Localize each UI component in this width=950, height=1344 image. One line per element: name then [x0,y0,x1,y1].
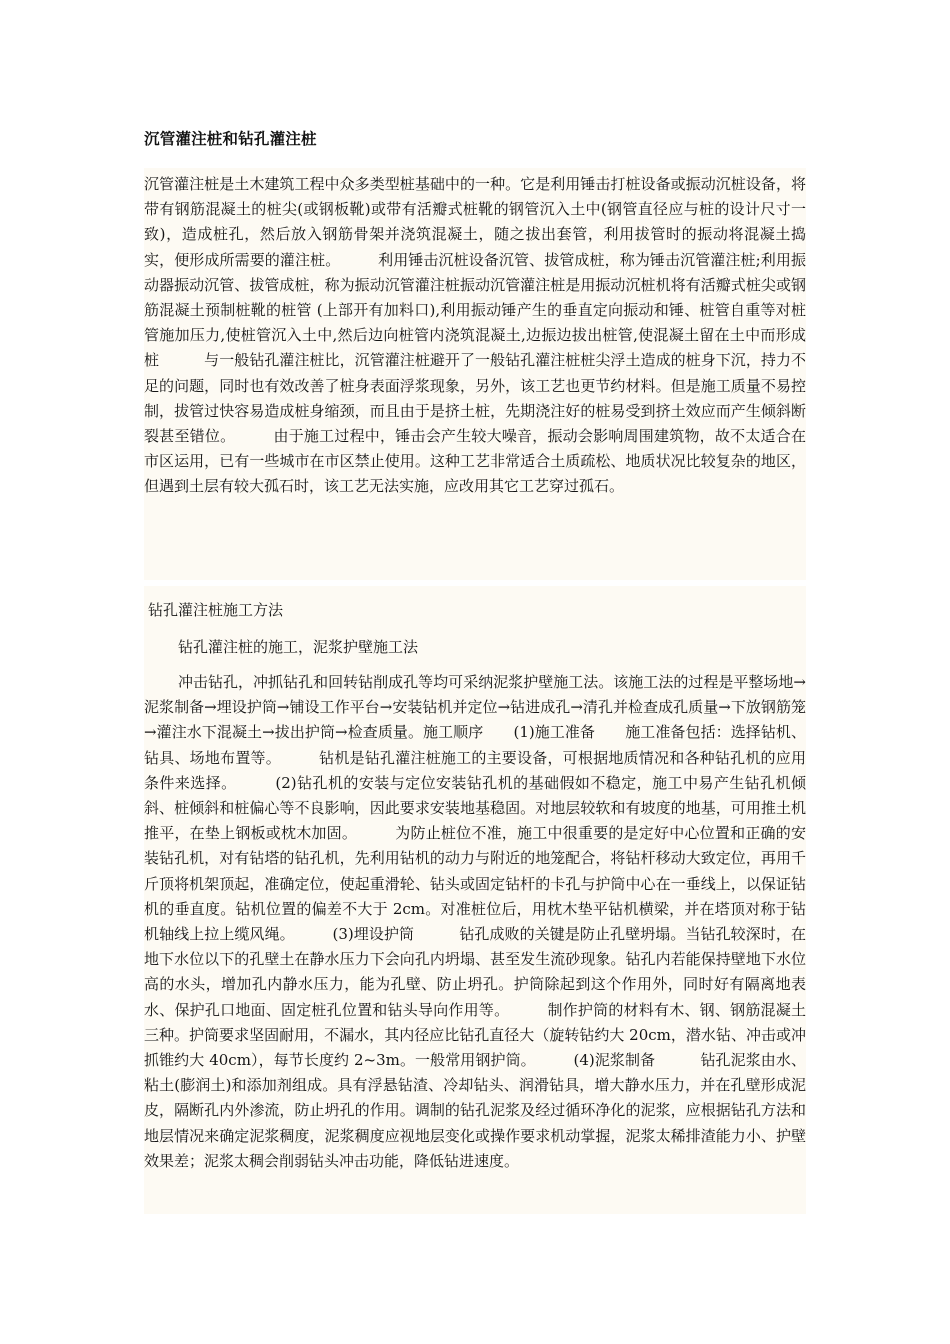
method-paragraph: 冲击钻孔，冲抓钻孔和回转钻削成孔等均可采纳泥浆护壁施工法。该施工法的过程是平整场地→泥浆制备→埋设护筒→铺设工作平台→安装钻机并定位→钻进成孔→清孔并检查成孔质量→下放钢筋笼→灌注水下混凝土→拔出护筒→检查质量。施工顺序 (1)施工准备 施工准备包括：选择钻机、钻具、场地布置等。 钻机是钻孔灌注桩施工的主要设备，可根据地质情况和各种钻孔机的应用条件来选择。 (2)钻孔机的安装与定位安装钻孔机的基础假如不稳定，施工中易产生钻孔机倾斜、桩倾斜和桩偏心等不良影响，因此要求安装地基稳固。对地层较软和有坡度的地基，可用推土机推平，在垫上钢板或枕木加固。 为防止桩位不准，施工中很重要的是定好中心位置和正确的安装钻孔机，对有钻塔的钻孔机，先利用钻机的动力与附近的地笼配合，将钻杆移动大致定位，再用千斤顶将机架顶起，准确定位，使起重滑轮、钻头或固定钻杆的卡孔与护筒中心在一垂线上，以保证钻机的垂直度。钻机位置的偏差不大于 2cm。对准桩位后，用枕木垫平钻机横梁，并在塔顶对称于钻机轴线上拉上缆风绳。 (3)埋设护筒 钻孔成败的关键是防止孔壁坍塌。当钻孔较深时，在地下水位以下的孔壁土在静水压力下会向孔内坍塌、甚至发生流砂现象。钻孔内若能保持壁地下水位高的水头，增加孔内静水压力，能为孔壁、防止坍孔。护筒除起到这个作用外，同时好有隔离地表水、保护孔口地面、固定桩孔位置和钻头导向作用等。 制作护筒的材料有木、钢、钢筋混凝土三种。护筒要求坚固耐用，不漏水，其内径应比钻孔直径大（旋转钻约大 20cm，潜水钻、冲击或冲抓锥约大 40cm），每节长度约 2~3m。一般常用钢护筒。 (4)泥浆制备 钻孔泥浆由水、粘土(膨润土)和添加剂组成。具有浮悬钻渣、冷却钻头、润滑钻具，增大静水压力，并在孔壁形成泥皮，隔断孔内外渗流，防止坍孔的作用。调制的钻孔泥浆及经过循环净化的泥浆，应根据钻孔方法和地层情况来确定泥浆稠度，泥浆稠度应视地层变化或操作要求机动掌握，泥浆太稀排渣能力小、护壁效果差；泥浆太稠会削弱钻头冲击功能，降低钻进速度。 [144,673,806,1170]
document-title: 沉管灌注桩和钻孔灌注桩 [144,130,317,148]
sub-heading: 钻孔灌注桩的施工，泥浆护壁施工法 [178,638,419,656]
intro-paragraph: 沉管灌注桩是土木建筑工程中众多类型桩基础中的一种。它是利用锤击打桩设备或振动沉桩设备，将带有钢筋混凝土的桩尖(或钢板靴)或带有活瓣式桩靴的钢管沉入土中(钢管直径应与桩的设计尺寸一致)，造成桩孔，然后放入钢筋骨架并浇筑混凝土，随之拔出套管，利用拔管时的振动将混凝土捣实，便形成所需要的灌注桩。 利用锤击沉桩设备沉管、拔管成桩，称为锤击沉管灌注桩;利用振动器振动沉管、拔管成桩，称为振动沉管灌注桩振动沉管灌注桩是用振动沉桩机将有活瓣式桩尖或钢筋混凝土预制桩靴的桩管 (上部开有加料口),利用振动锤产生的垂直定向振动和锤、桩管自重等对桩管施加压力,使桩管沉入土中,然后边向桩管内浇筑混凝土,边振边拔出桩管,使混凝土留在土中而形成桩 与一般钻孔灌注桩比，沉管灌注桩避开了一般钻孔灌注桩桩尖浮土造成的桩身下沉，持力不足的问题，同时也有效改善了桩身表面浮浆现象，另外，该工艺也更节约材料。但是施工质量不易控制，拔管过快容易造成桩身缩颈，而且由于是挤土桩，先期浇注好的桩易受到挤土效应而产生倾斜断裂甚至错位。 由于施工过程中，锤击会产生较大噪音，振动会影响周围建筑物，故不太适合在市区运用，已有一些城市在市区禁止使用。这种工艺非常适合土质疏松、地质状况比较复杂的地区，但遇到土层有较大孤石时，该工艺无法实施，应改用其它工艺穿过孤石。 [144,175,806,496]
section-heading: 钻孔灌注桩施工方法 [148,601,284,619]
method-section [144,586,806,1214]
intro-section [144,168,806,580]
